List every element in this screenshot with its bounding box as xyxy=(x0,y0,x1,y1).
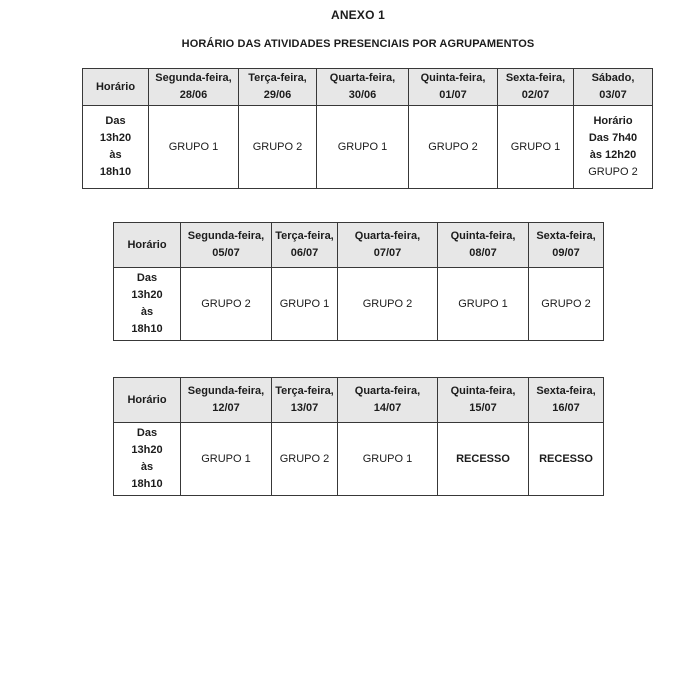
header-line: Quarta-feira, xyxy=(354,385,421,397)
header-cell-day xyxy=(149,69,239,106)
header-line: 14/07 xyxy=(373,402,402,414)
recesso-cell: RECESSO xyxy=(529,423,604,496)
header-cell-day xyxy=(338,378,438,423)
header-line: 09/07 xyxy=(552,247,580,259)
header-cell-day xyxy=(338,223,438,268)
header-line: 06/07 xyxy=(290,247,319,259)
header-line: Quinta-feira, xyxy=(450,230,516,242)
saturday-line: às 12h20 xyxy=(589,149,637,161)
header-line: 16/07 xyxy=(552,402,580,414)
header-line: Horário xyxy=(127,393,167,406)
group-cell: GRUPO 1 xyxy=(181,423,272,496)
header-line: Sexta-feira, xyxy=(536,385,596,397)
header-line: Terça-feira, xyxy=(248,72,307,84)
header-line: 30/06 xyxy=(348,89,377,101)
time-line: 18h10 xyxy=(131,323,163,335)
group-cell: GRUPO 2 xyxy=(272,423,338,496)
header-line: 15/07 xyxy=(469,402,497,414)
header-line: Segunda-feira, xyxy=(155,72,232,84)
header-line: Sexta-feira, xyxy=(505,72,566,84)
header-line: 13/07 xyxy=(290,402,319,414)
header-cell-day xyxy=(409,69,498,106)
time-line: 13h20 xyxy=(131,444,163,456)
header-cell-day xyxy=(529,223,604,268)
header-cell-horario xyxy=(83,69,149,106)
time-line: às xyxy=(140,461,154,473)
page-subtitle: HORÁRIO DAS ATIVIDADES PRESENCIAIS POR AGRUPAMENTOS xyxy=(181,38,535,50)
saturday-schedule-cell xyxy=(574,106,653,189)
header-line: Terça-feira, xyxy=(275,385,334,397)
header-line: 03/07 xyxy=(599,89,627,101)
time-line: Das xyxy=(105,115,126,127)
group-cell: GRUPO 2 xyxy=(239,106,317,189)
header-line: Quinta-feira, xyxy=(420,72,486,84)
header-cell-day xyxy=(529,378,604,423)
header-line: Horário xyxy=(95,80,136,93)
header-line: Segunda-feira, xyxy=(187,230,265,242)
time-line: às xyxy=(109,149,122,161)
saturday-line: GRUPO 2 xyxy=(588,166,638,178)
header-line: 08/07 xyxy=(469,247,497,259)
group-cell: GRUPO 2 xyxy=(529,268,604,341)
header-cell-day xyxy=(239,69,317,106)
header-cell-day xyxy=(438,378,529,423)
group-cell: GRUPO 1 xyxy=(317,106,409,189)
header-line: Quarta-feira, xyxy=(354,230,421,242)
header-cell-horario xyxy=(114,223,181,268)
time-range-cell xyxy=(114,268,181,341)
header-cell-horario xyxy=(114,378,181,423)
group-cell: GRUPO 1 xyxy=(338,423,438,496)
group-cell: GRUPO 1 xyxy=(149,106,239,189)
header-cell-day xyxy=(181,223,272,268)
time-range-cell xyxy=(83,106,149,189)
header-line: 01/07 xyxy=(439,89,467,101)
time-line: 18h10 xyxy=(99,166,132,178)
header-line: 02/07 xyxy=(521,89,550,101)
schedule-table-week1 xyxy=(82,68,653,189)
header-cell-day xyxy=(272,378,338,423)
time-line: Das xyxy=(136,272,158,284)
group-cell: GRUPO 2 xyxy=(181,268,272,341)
time-line: Das xyxy=(136,427,158,439)
group-cell: GRUPO 1 xyxy=(498,106,574,189)
page-title: ANEXO 1 xyxy=(330,8,386,22)
header-line: Sexta-feira, xyxy=(536,230,596,242)
group-cell: GRUPO 2 xyxy=(409,106,498,189)
header-line: Sábado, xyxy=(591,72,635,84)
header-cell-day xyxy=(181,378,272,423)
group-cell: GRUPO 1 xyxy=(438,268,529,341)
time-line: 13h20 xyxy=(99,132,132,144)
header-cell-day xyxy=(317,69,409,106)
header-cell-day xyxy=(574,69,653,106)
group-cell: GRUPO 2 xyxy=(338,268,438,341)
header-line: Quinta-feira, xyxy=(450,385,516,397)
time-line: às xyxy=(140,306,154,318)
header-line: Horário xyxy=(127,238,167,251)
time-line: 13h20 xyxy=(131,289,163,301)
header-line: 12/07 xyxy=(212,402,240,414)
header-line: 29/06 xyxy=(263,89,292,101)
header-line: 05/07 xyxy=(212,247,240,259)
recesso-cell: RECESSO xyxy=(438,423,529,496)
header-line: Terça-feira, xyxy=(275,230,334,242)
saturday-line: Das 7h40 xyxy=(588,132,638,144)
time-range-cell xyxy=(114,423,181,496)
schedule-table-week2 xyxy=(113,222,604,341)
header-line: Quarta-feira, xyxy=(329,72,396,84)
schedule-table-week3 xyxy=(113,377,604,496)
group-cell: GRUPO 1 xyxy=(272,268,338,341)
time-line: 18h10 xyxy=(131,478,163,490)
header-line: 07/07 xyxy=(373,247,402,259)
saturday-line: Horário xyxy=(593,115,633,127)
header-line: Segunda-feira, xyxy=(187,385,265,397)
header-cell-day xyxy=(438,223,529,268)
header-line: 28/06 xyxy=(179,89,208,101)
header-cell-day xyxy=(498,69,574,106)
header-cell-day xyxy=(272,223,338,268)
